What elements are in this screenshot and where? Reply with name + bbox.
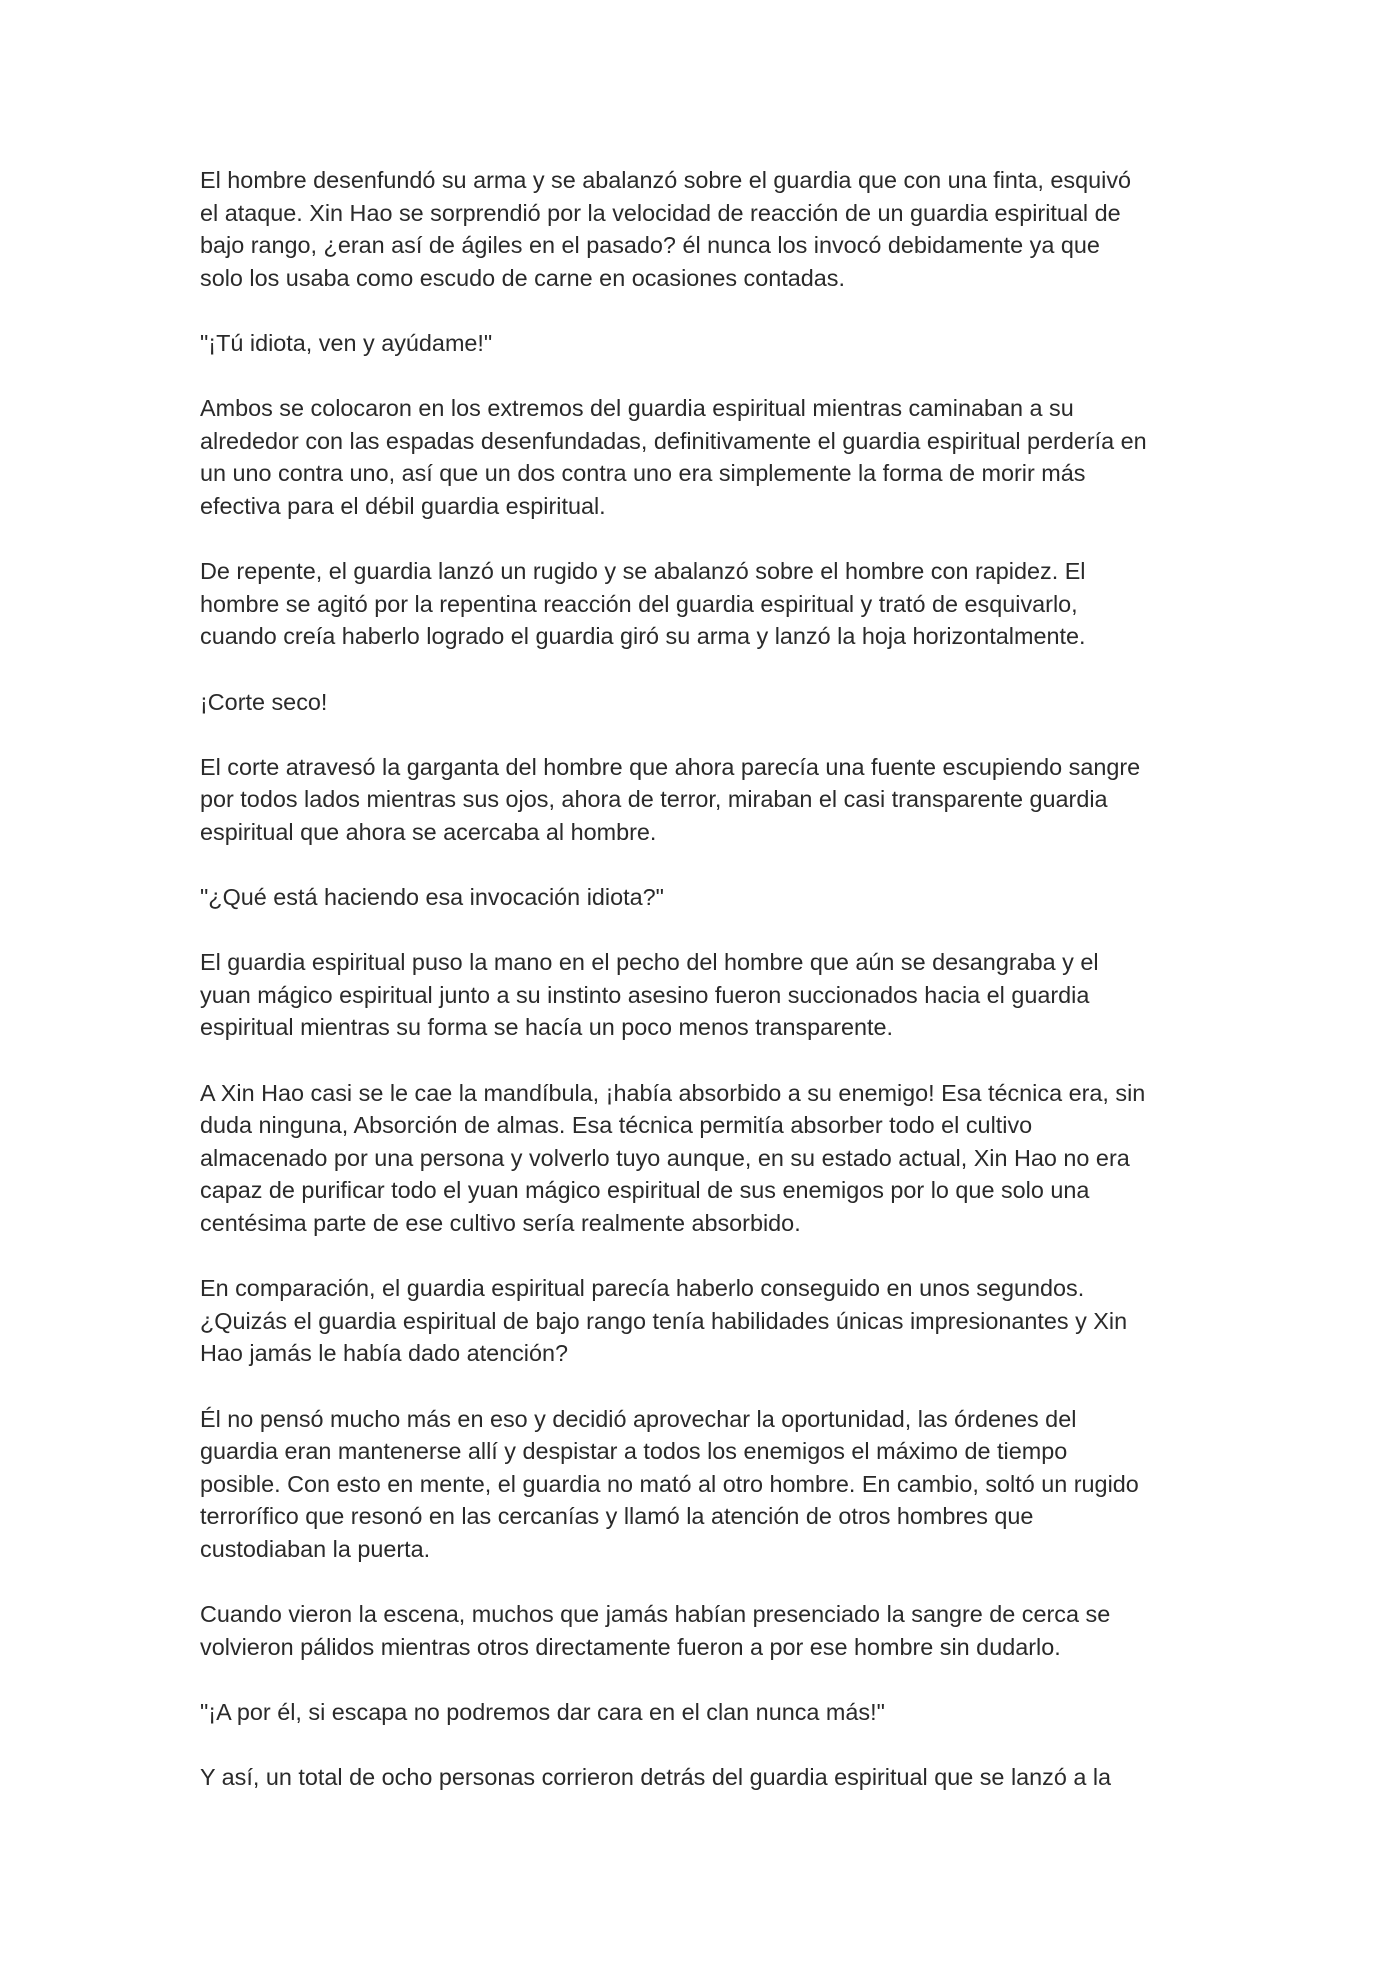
paragraph-2-dialogue: "¡Tú idiota, ven y ayúdame!" [200, 329, 493, 356]
paragraph-9: A Xin Hao casi se le cae la mandíbula, ¡había absorbido a su enemigo! Esa técnica era, sin duda ninguna, Absorción de almas. Esa técnica permitía absorber todo el cultivo almacenado por una persona y volverlo tuyo aunque, en su estado actual, Xin Hao no era capaz de purificar todo el yuan mágico espiritual de sus enemigos por lo que solo una centésima parte de ese cultivo sería realmente absorbido. [200, 1079, 1146, 1236]
paragraph-12: Cuando vieron la escena, muchos que jamás habían presenciado la sangre de cerca se volvieron pálidos mientras otros directamente fueron a por ese hombre sin dudarlo. [200, 1601, 1111, 1660]
paragraph-14: Y así, un total de ocho personas corrieron detrás del guardia espiritual que se lanzó a la [200, 1764, 1112, 1791]
paragraph-5-exclamation: ¡Corte seco! [200, 688, 328, 715]
paragraph-3: Ambos se colocaron en los extremos del guardia espiritual mientras caminaban a su alrededor con las espadas desenfundadas, definitivamente el guardia espiritual perdería en un uno contra uno, así que un dos contra uno era simplemente la forma de morir más efectiva para el débil guardia espiritual. [200, 395, 1147, 519]
paragraph-7-dialogue: "¿Qué está haciendo esa invocación idiota?" [200, 884, 664, 911]
paragraph-1: El hombre desenfundó su arma y se abalanzó sobre el guardia que con una finta, esquivó el ataque. Xin Hao se sorprendió por la velocidad de reacción de un guardia espiritual de bajo rango, ¿eran así de ágiles en el pasado? él nunca los invocó debidamente ya que solo los usaba como escudo de carne en ocasiones contadas. [200, 167, 1132, 291]
paragraph-10: En comparación, el guardia espiritual parecía haberlo conseguido en unos segundos. ¿Quizás el guardia espiritual de bajo rango tenía habilidades únicas impresionantes y Xin Hao jamás le había dado atención? [200, 1275, 1128, 1367]
paragraph-11: Él no pensó mucho más en eso y decidió aprovechar la oportunidad, las órdenes del guardia eran mantenerse allí y despistar a todos los enemigos el máximo de tiempo posible. Con esto en mente, el guardia no mató al otro hombre. En cambio, soltó un rugido terrorífico que resonó en las cercanías y llamó la atención de otros hombres que custodiaban la puerta. [200, 1405, 1139, 1562]
paragraph-8: El guardia espiritual puso la mano en el pecho del hombre que aún se desangraba y el yuan mágico espiritual junto a su instinto asesino fueron succionados hacia el guardia espiritual mientras su forma se hacía un poco menos transparente. [200, 949, 1099, 1041]
paragraph-4: De repente, el guardia lanzó un rugido y se abalanzó sobre el hombre con rapidez. El hombre se agitó por la repentina reacción del guardia espiritual y trató de esquivarlo, cuando creía haberlo logrado el guardia giró su arma y lanzó la hoja horizontalmente. [200, 558, 1086, 650]
paragraph-13-dialogue: "¡A por él, si escapa no podremos dar cara en el clan nunca más!" [200, 1698, 885, 1725]
document-body [200, 164, 1210, 1826]
paragraph-6: El corte atravesó la garganta del hombre que ahora parecía una fuente escupiendo sangre por todos lados mientras sus ojos, ahora de terror, miraban el casi transparente guardia espiritual que ahora se acercaba al hombre. [200, 753, 1141, 845]
